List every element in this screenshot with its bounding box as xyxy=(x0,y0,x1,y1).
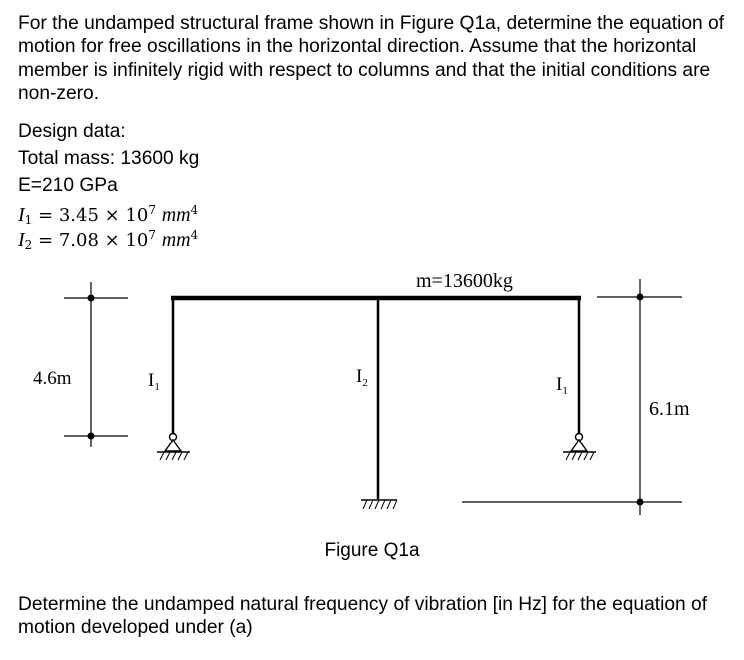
i2-sub: 2 xyxy=(24,238,33,252)
mass-label: m=13600kg xyxy=(416,270,513,292)
right-dimension xyxy=(462,279,682,515)
col-right-label xyxy=(556,374,568,397)
problem-intro: For the undamped structural frame shown in Figure Q1a, determine the equation of motion for free oscillations in the horizontal direction. Assume that the horizontal member is infinitely rigid with respect to columns and that the initial conditions are non-zero. xyxy=(18,13,725,105)
col-right-sub: 1 xyxy=(562,385,568,397)
i2-symbol: I xyxy=(18,229,25,251)
i1-unit: mm xyxy=(161,204,191,226)
i2-mantissa: = 7.08 × 10 xyxy=(38,230,149,251)
col-right-main: I xyxy=(556,374,563,395)
right-height-label: 6.1m xyxy=(649,398,690,420)
i2-exp: 7 xyxy=(148,228,156,242)
i1-unit-exp: 4 xyxy=(190,203,199,217)
col-mid-sub: 2 xyxy=(362,377,368,389)
question-text: Determine the undamped natural frequency of vibration [in Hz] for the equation of motion developed under (a) xyxy=(18,594,708,639)
left-height-label: 4.6m xyxy=(33,368,72,389)
i1-sub: 1 xyxy=(24,213,33,227)
i2-unit-exp: 4 xyxy=(190,228,199,242)
col-left-main: I xyxy=(148,370,155,391)
left-pin-support xyxy=(157,434,190,461)
col-mid-label xyxy=(356,366,368,389)
i1-mantissa: = 3.45 × 10 xyxy=(38,205,149,226)
right-pin-support xyxy=(563,434,596,461)
figure-caption: Figure Q1a xyxy=(324,540,420,561)
total-mass: Total mass: 13600 kg xyxy=(18,148,200,169)
col-mid-main: I xyxy=(356,366,363,387)
i2-unit: mm xyxy=(161,229,191,251)
col-left-sub: 1 xyxy=(154,381,160,393)
design-data-heading: Design data: xyxy=(18,121,126,142)
i1-symbol: I xyxy=(18,204,25,226)
col-left-label xyxy=(148,370,160,393)
modulus: E=210 GPa xyxy=(18,175,118,196)
i1-exp: 7 xyxy=(148,203,156,217)
middle-fixed-support xyxy=(361,500,397,509)
left-dimension xyxy=(64,282,128,447)
